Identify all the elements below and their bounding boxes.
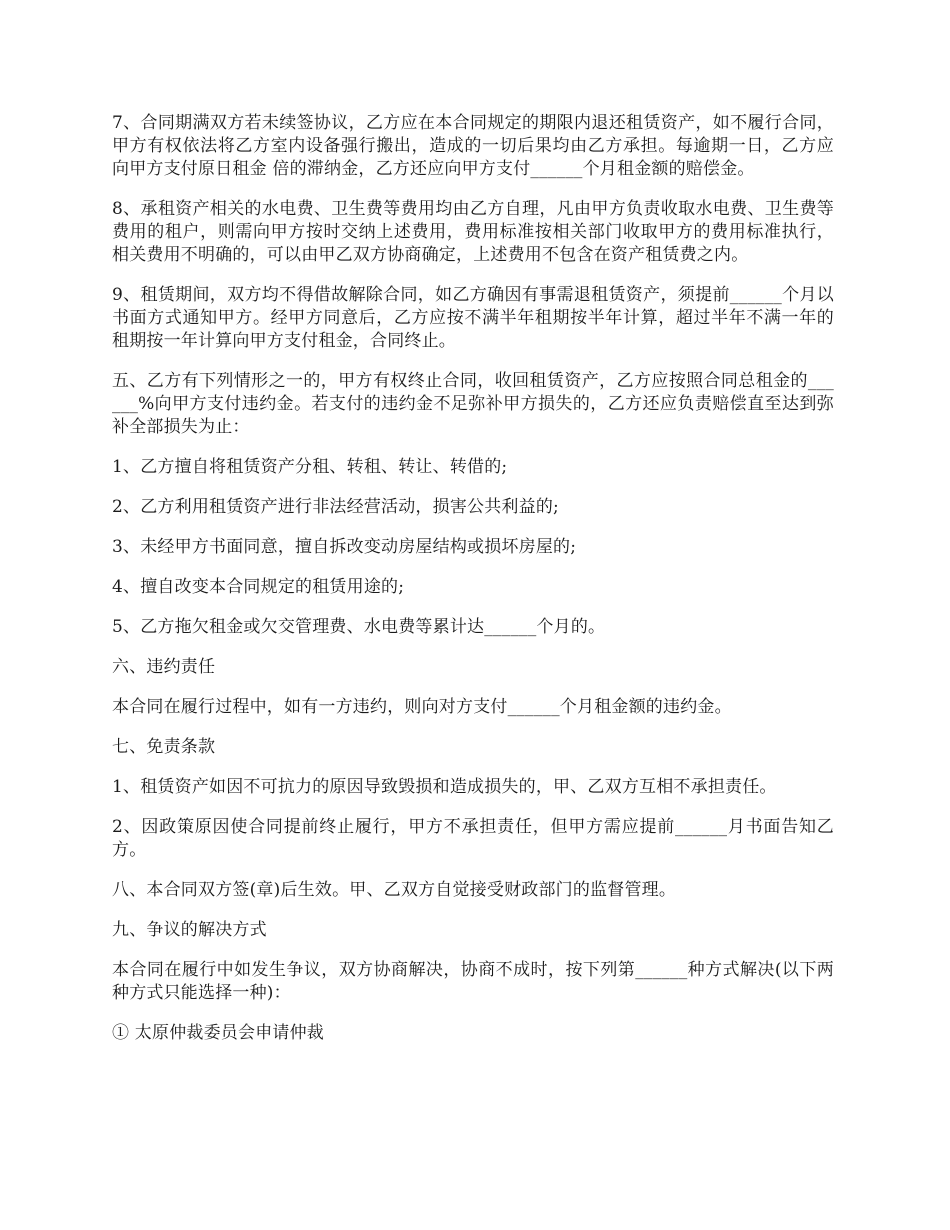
section-8-effectiveness: 八、本合同双方签(章)后生效。甲、乙双方自觉接受财政部门的监督管理。	[112, 880, 677, 900]
section-7-heading: 七、免责条款	[112, 737, 216, 757]
exemption-item-2: 2、因政策原因使合同提前终止履行，甲方不承担责任，但甲方需应提前______月书面告知乙方。	[112, 817, 834, 860]
clause-9-early-termination: 9、租赁期间，双方均不得借故解除合同，如乙方确因有事需退租赁资产，须提前______个月以书面方式通知甲方。经甲方同意后，乙方应按不满半年租期按半年计算，超过半年不满一年的租期按一年计算向甲方支付租金，合同终止。	[112, 285, 834, 351]
dispute-option-1: ① 太原仲裁委员会申请仲裁	[112, 1023, 325, 1043]
section-6-body: 本合同在履行过程中，如有一方违约，则向对方支付______个月租金额的违约金。	[112, 697, 732, 717]
clause-8-utility-fees: 8、承租资产相关的水电费、卫生费等费用均由乙方自理，凡由甲方负责收取水电费、卫生费等费用的租户，则需向甲方按时交纳上述费用，费用标准按相关部门收取甲方的费用标准执行，相关费用不明确的，可以由甲乙双方协商确定，上述费用不包含在资产租赁费之内。	[112, 199, 834, 265]
termination-item-1: 1、乙方擅自将租赁资产分租、转租、转让、转借的;	[112, 457, 508, 477]
termination-item-2: 2、乙方利用租赁资产进行非法经营活动，损害公共利益的;	[112, 497, 559, 517]
exemption-item-1: 1、租赁资产如因不可抗力的原因导致毁损和造成损失的，甲、乙双方互相不承担责任。	[112, 777, 777, 797]
termination-item-4: 4、擅自改变本合同规定的租赁用途的;	[112, 577, 405, 597]
section-6-heading: 六、违约责任	[112, 657, 216, 677]
termination-item-3: 3、未经甲方书面同意，擅自拆改变动房屋结构或损坏房屋的;	[112, 537, 577, 557]
section-9-heading: 九、争议的解决方式	[112, 920, 267, 940]
clause-7-overdue-return: 7、合同期满双方若未续签协议，乙方应在本合同规定的期限内退还租赁资产，如不履行合同，甲方有权依法将乙方室内设备强行搬出，造成的一切后果均由乙方承担。每逾期一日，乙方应向甲方支付原日租金 倍的滞纳金，乙方还应向甲方支付______个月租金额的赔偿金。	[112, 113, 834, 179]
document-page	[112, 112, 834, 1062]
section-5-termination-rights: 五、乙方有下列情形之一的，甲方有权终止合同，收回租赁资产，乙方应按照合同总租金的______%向甲方支付违约金。若支付的违约金不足弥补甲方损失的，乙方还应负责赔偿直至达到弥补全部损失为止：	[112, 371, 834, 437]
section-9-body: 本合同在履行中如发生争议，双方协商解决，协商不成时，按下列第______种方式解决(以下两种方式只能选择一种)：	[112, 960, 834, 1003]
termination-item-5: 5、乙方拖欠租金或欠交管理费、水电费等累计达______个月的。	[112, 617, 606, 637]
